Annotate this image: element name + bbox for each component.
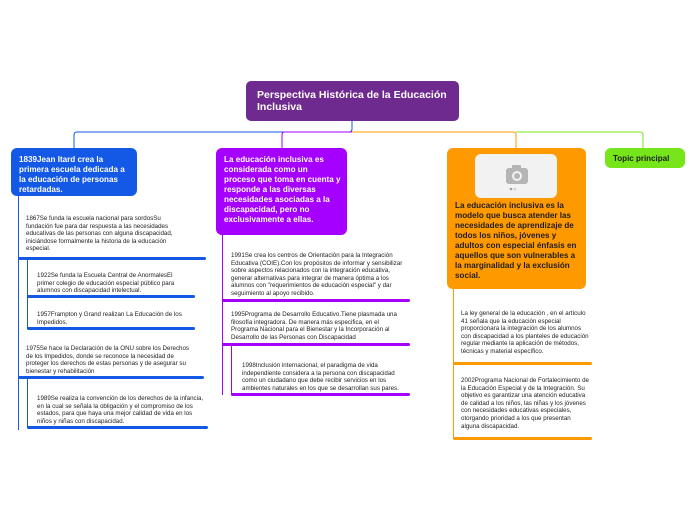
purple-sub-line: [231, 345, 232, 395]
subtopic-1991[interactable]: 1991Se crea los centros de Orientación para la Integración Educativa (COIE).Con los propósitos de informar y sensibilizar sobre aspectos relacionados con la integración educativa, generar alternativas para integrar de manera óptima a los alumnos con "requerimientos de educación especial" y dar seguimiento al apoyo recibido.: [231, 252, 403, 297]
subtopic-1989-underline: [27, 426, 208, 429]
main-topic-blue[interactable]: [11, 148, 137, 196]
image-placeholder: [475, 154, 557, 198]
main-topic-green-label: Topic principal: [613, 154, 670, 163]
main-topic-purple-label: La educación inclusiva es considerada como un proceso que toma en cuenta y responde a las diversas necesidades asociadas a la discapacidad, pero no exclusivamente a ellas.: [224, 155, 341, 224]
subtopic-1957[interactable]: 1957Frampton y Grand realizan La Educación de los Impedidos.: [37, 311, 182, 326]
subtopic-1995-underline: [222, 343, 410, 346]
main-topic-purple[interactable]: [216, 148, 347, 235]
central-topic[interactable]: [246, 81, 459, 121]
blue-sub-line-1: [27, 259, 28, 329]
subtopic-1998-underline: [231, 393, 410, 396]
subtopic-1922-underline: [27, 295, 195, 298]
connector-purple: [282, 132, 352, 148]
main-topic-orange[interactable]: [447, 148, 586, 289]
subtopic-1989[interactable]: 1989Se realiza la convención de los derechos de la infancia, en la cual se señala la obligación y el compromiso de los estados, para que haya una mejor calidad de vida en los niños y niñas con discapacidad.: [37, 395, 204, 425]
subtopic-2002-underline: [453, 437, 592, 440]
subtopic-ley-general[interactable]: La ley general de la educación , en el artículo 41 señala que la educación especial proporcionara la integración de los alumnos con discapacidad a los planteles de educación regular mediante la aplicación de métodos, técnicas y material específico.: [461, 310, 589, 355]
subtopic-1991-underline: [222, 299, 410, 302]
subtopic-1922[interactable]: 1922Se funda la Escuela Central de AnormalesEl primer colegio de educación especial público para alumnos con discapacidad intelectual.: [37, 272, 175, 295]
connector-blue: [74, 121, 352, 148]
subtopic-1975[interactable]: 1975Se hace la Declaración de la ONU sobre los Derechos de los Impedidos, donde se reconoce la necesidad de proteger los derechos de estas personas y de asegurar su bienestar y rehabilitación: [26, 345, 190, 375]
subtopic-1995[interactable]: 1995Programa de Desarrollo Educativo.Tiene plasmada una filosofía integradora. De manera más especifica, en el Programa Nacional para el Bienestar y la Incorporación al Desarrollo de las Personas con Discapacidad: [231, 311, 397, 341]
connector-green: [516, 132, 643, 148]
blue-sub-line-2: [27, 378, 28, 428]
subtopic-1867[interactable]: 1867Se funda la escuela nacional para sordosSu fundación fue para dar respuesta a las necesidades educativas de las personas con alguna discapacidad, iniciándose formalmente la historia de la educación especial.: [26, 215, 173, 253]
subtopic-ley-general-underline: [453, 362, 592, 365]
main-topic-orange-label: La educación inclusiva es la modelo que busca atender las necesidades de aprendizaje de todos los niños, jóvenes y adultos con especial énfasis en aquellos que son vulnerables a la marginalidad y la exclusión social.: [455, 201, 577, 280]
main-topic-blue-label: 1839Jean Itard crea la primera escuela dedicada a la educación de personas retardadas.: [19, 155, 125, 194]
subtopic-1957-underline: [27, 327, 195, 330]
subtopic-1998[interactable]: 1998Inclusión internacional, el paradigma de vida independiente considera a la persona con discapacidad como un ciudadano que debe recibir servicios en los ambientes naturales en los que se desarrollan sus pares.: [242, 362, 399, 392]
main-topic-green[interactable]: [605, 148, 685, 168]
subtopic-1867-underline: [18, 257, 206, 260]
purple-branch-line: [222, 235, 223, 395]
connector-orange: [352, 132, 516, 148]
blue-branch-line: [18, 196, 19, 430]
subtopic-1975-underline: [18, 376, 204, 379]
subtopic-2002[interactable]: 2002Programa Nacional de Fortalecimiento de la Educación Especial y de la Integración. Su objetivo es garantizar una atención educativa de calidad a los niños, las niñas y los jóvenes con necesidades educativas especiales, otorgando prioridad a los que presentan alguna discapacidad.: [461, 377, 589, 430]
camera-icon: [475, 154, 557, 198]
central-topic-title: Perspectiva Histórica de la Educación Inclusiva: [257, 89, 447, 113]
